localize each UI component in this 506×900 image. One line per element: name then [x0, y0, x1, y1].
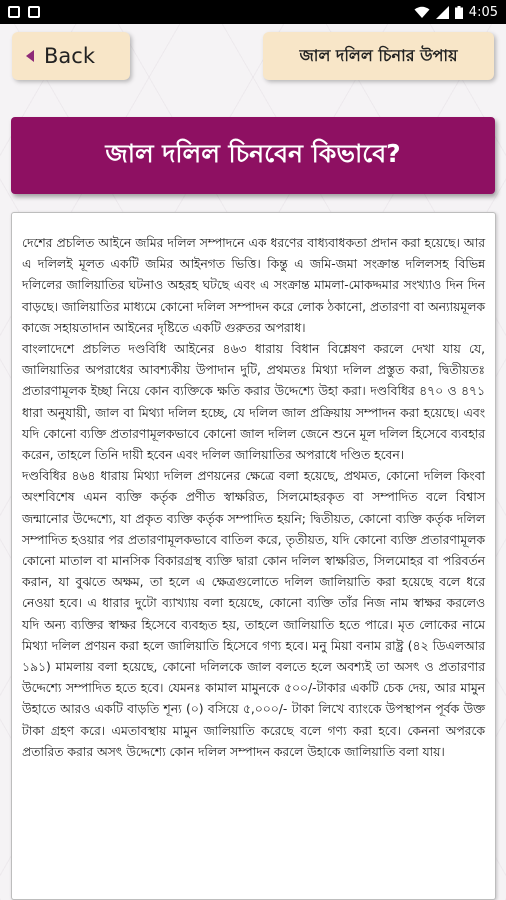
title-banner [11, 117, 495, 194]
status-bar [0, 0, 506, 24]
status-system-icons [414, 5, 498, 20]
article-card[interactable] [11, 212, 496, 900]
status-notifications [8, 6, 40, 18]
header-title: জাল দলিল চিনার উপায় [299, 45, 458, 65]
article-body [22, 233, 485, 763]
status-time: 4:05 [468, 4, 498, 20]
back-label: Back [44, 44, 95, 68]
notification-square-icon [8, 6, 20, 18]
back-arrow-icon [26, 50, 34, 62]
article-paragraph: বাংলাদেশে প্রচলিত দণ্ডবিধি আইনের ৪৬৩ ধারায় বিধান বিশ্লেষণ করলে দেখা যায় যে, জালিয়াতির অপরাধের আবশ্যকীয় উপাদান দুটি, প্রথমতঃ মিথ্যা দলিল প্রস্তুত করা, দ্বিতীয়তঃ প্রতারণামূলক ইচ্ছা নিয়ে কোন ব্যক্তিকে ক্ষতি করার উদ্দেশ্যে উহা করা। দণ্ডবিধির ৪৭০ ও ৪৭১ ধারা অনুযায়ী, জাল বা মিথ্যা দলিল হচ্ছে, যে দলিল জাল প্রক্রিয়ায় সম্পাদন করা হয়েছে। এবং যদি কোনো ব্যক্তি প্রতারণামূলকভাবে কোনো জাল দলিল জেনে শুনে মূল দলিল হিসেবে ব্যবহার করেন, তাহলে তিনি দায়ী হবেন এবং দলিল জালিয়াতির অপরাধে দণ্ডিত হবেন। [22, 342, 485, 463]
battery-icon [455, 6, 463, 19]
signal-icon [436, 6, 449, 19]
wifi-icon [414, 6, 430, 19]
banner-title: জাল দলিল চিনবেন কিভাবে? [105, 139, 401, 168]
notification-square-icon [28, 6, 40, 18]
header-title-button[interactable] [263, 32, 494, 80]
article-paragraph: দেশের প্রচলিত আইনে জমির দলিল সম্পাদনে এক ধরণের বাধ্যবাধকতা প্রদান করা হয়েছে। আর এ দলিলই মূলত একটি জমির আইনগত ভিত্তি। কিন্তু এ জমি-জমা সংক্রান্ত দলিলসহ বিভিন্ন দলিলের জালিয়াতির ঘটনাও অহরহ ঘটছে এবং এ সংক্রান্ত মামলা-মোকদ্দমার সংখ্যাও দিন দিন বাড়ছে। জালিয়াতির মাধ্যমে কোনো দলিল সম্পাদন করে লোক ঠকানো, প্রতারণা বা অন্যায়মূলক কাজে সহায়তাদান আইনের দৃষ্টিতে একটি গুরুতর অপরাধ। [22, 236, 485, 335]
article-paragraph: দণ্ডবিধির ৪৬৪ ধারায় মিথ্যা দলিল প্রণয়নের ক্ষেত্রে বলা হয়েছে, প্রথমত, কোনো দলিল কিংবা অংশবিশেষ এমন ব্যক্তি কর্তৃক প্রণীত স্বাক্ষরিত, সিলমোহরকৃত বা সম্পাদিত বলে বিশ্বাস জন্মানোর উদ্দেশ্যে, যা প্রকৃত ব্যক্তি কর্তৃক সম্পাদিত হয়নি; দ্বিতীয়ত, কোনো ব্যক্তি কর্তৃক দলিল সম্পাদিত হওয়ার পর প্রতারণামূলকভাবে বাতিল করে, তৃতীয়ত, যদি কোনো ব্যক্তি প্রতারণামূলক কোনো মাতাল বা মানসিক বিকারগ্রস্থ ব্যক্তি দ্বারা কোন দলিল স্বাক্ষরিত, সিলমোহর বা পরিবর্তন করান, যা বুঝতে অক্ষম, তা হলে এ ক্ষেত্রগুলোতে দলিল জালিয়াতি করা হয়েছে বলে ধরে নেওয়া হবে। এ ধারার দুটো ব্যাখ্যায় বলা হয়েছে, কোনো ব্যক্তি তাঁর নিজ নাম স্বাক্ষর করলেও যদি অন্য ব্যক্তির স্বাক্ষর হিসেবে ব্যবহৃত হয়, তাহলে জালিয়াতি হতে পারে। মৃত লোকের নামে মিথ্যা দলিল প্রণয়ন করা হলে জালিয়াতি হিসেবে গণ্য হবে। মনু মিয়া বনাম রাষ্ট্র (৪২ ডিএলআর ১৯১) মামলায় বলা হয়েছে, কোনো দলিলকে জাল বলতে হলে অবশ্যই তা অসৎ ও প্রতারণার উদ্দেশ্যে সম্পাদিত হতে হবে। যেমনঃ কামাল মামুনকে ৫০০/-টাকার একটি চেক দেয়, আর মামুন উহাতে আরও একটি বাড়তি শূন্য (০) বসিয়ে ৫,০০০/- টাকা লিখে ব্যাংকে উপস্থাপন পূর্বক উক্ত টাকা গ্রহণ করে। এমতাবস্থায় মামুন জালিয়াতি করেছে বলে গণ্য করা হবে। কেননা অপরকে প্রতারিত করার অসৎ উদ্দেশ্যে কোন দলিল সম্পাদন করলে উহাকে জালিয়াতি বলা যায়। [22, 469, 485, 759]
back-button[interactable] [12, 32, 130, 80]
